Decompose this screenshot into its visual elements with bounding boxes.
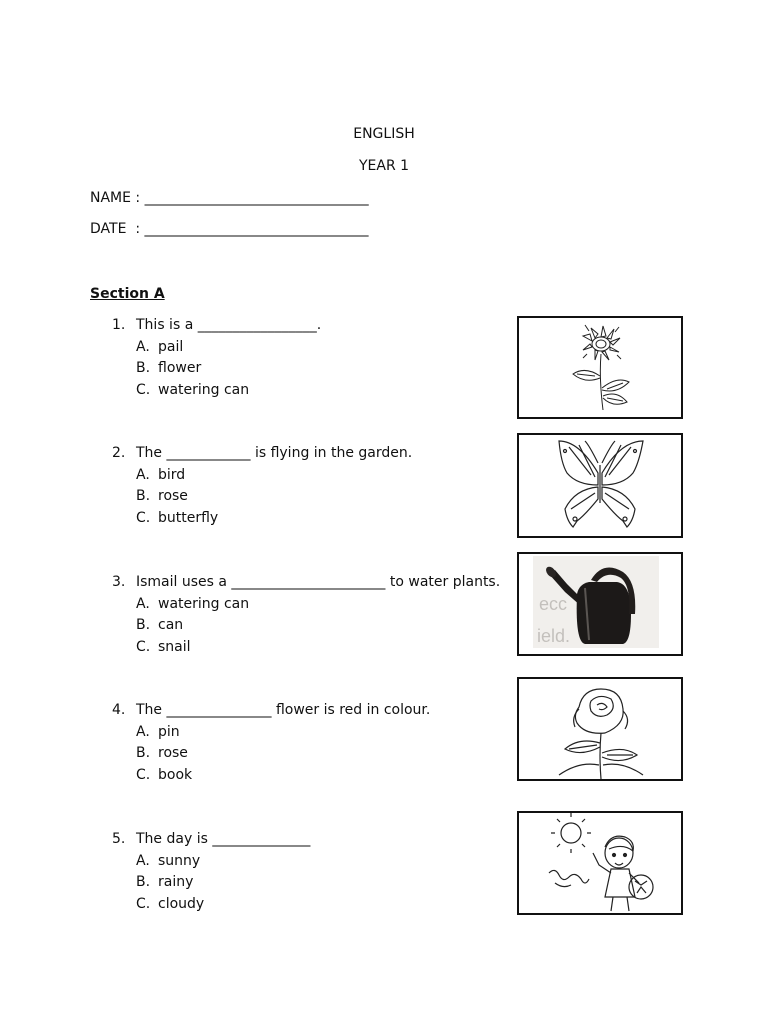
- question-number: 2.: [112, 445, 126, 461]
- question-3: [112, 572, 500, 658]
- option-b: B. rainy: [136, 874, 194, 890]
- question-1: [112, 315, 321, 401]
- butterfly-image: [517, 433, 683, 538]
- question-stem: Ismail uses a ______________________ to water plants.: [136, 574, 501, 590]
- question-number: 3.: [112, 574, 126, 590]
- date-field: DATE : ________________________________: [90, 221, 369, 237]
- option-a: A. pail: [136, 338, 184, 355]
- option-a: A. bird: [136, 466, 186, 483]
- svg-text:ield.: ield.: [537, 626, 571, 646]
- watering-can-icon: [519, 554, 681, 654]
- option-c: C. book: [136, 766, 193, 783]
- section-title: Section A: [90, 286, 165, 302]
- question-stem: The day is ______________: [136, 831, 311, 847]
- question-number: 1.: [112, 317, 126, 333]
- sunflower-icon: [519, 318, 681, 417]
- option-b: B. rose: [136, 745, 188, 761]
- option-a: A. watering can: [136, 595, 250, 612]
- option-c: C. cloudy: [136, 895, 205, 912]
- subject-title: ENGLISH: [353, 126, 415, 142]
- question-5: [112, 829, 310, 915]
- boy-sunny-image: [517, 811, 683, 915]
- question-stem: The _______________ flower is red in colour.: [136, 702, 431, 718]
- option-a: A. pin: [136, 723, 180, 740]
- question-4: [112, 700, 430, 786]
- svg-text:ecc: ecc: [539, 594, 568, 614]
- question-number: 5.: [112, 831, 126, 847]
- butterfly-icon: [519, 435, 681, 536]
- sunflower-image: [517, 316, 683, 419]
- question-stem: This is a _________________.: [136, 317, 322, 333]
- rose-icon: [519, 679, 681, 779]
- sunny-day-icon: [519, 813, 681, 913]
- question-2: [112, 443, 412, 529]
- option-c: C. snail: [136, 638, 191, 655]
- year-title: YEAR 1: [358, 158, 410, 174]
- option-b: B. flower: [136, 360, 202, 376]
- question-stem: The ____________ is flying in the garden.: [136, 445, 413, 461]
- option-a: A. sunny: [136, 852, 201, 869]
- question-number: 4.: [112, 702, 126, 718]
- rose-image: [517, 677, 683, 781]
- option-b: B. rose: [136, 488, 188, 504]
- option-c: C. watering can: [136, 381, 250, 398]
- name-field: NAME : ________________________________: [90, 190, 369, 206]
- option-c: C. butterfly: [136, 509, 219, 526]
- option-b: B. can: [136, 617, 184, 633]
- watering-can-image: [517, 552, 683, 656]
